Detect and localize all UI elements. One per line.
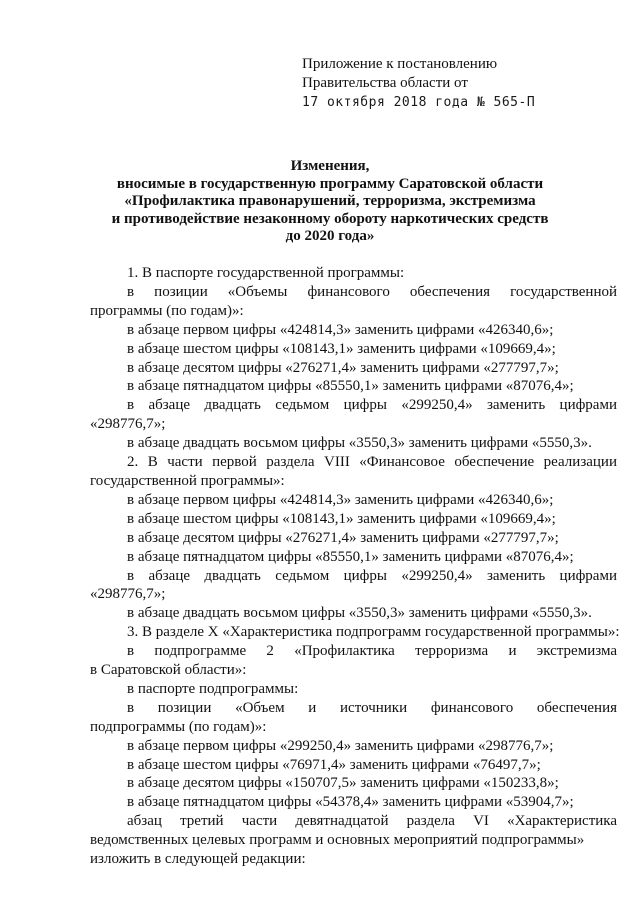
title-line-2: вносимые в государственную программу Саратовской области — [116, 175, 544, 192]
section-3-item-2: в абзаце шестом цифры «76971,4» заменить цифрами «76497,7»; — [127, 756, 541, 773]
section-1-intro: в позиции «Объемы финансового обеспечения государственной — [127, 283, 617, 300]
section-2-item-6: в абзаце двадцать восьмом цифры «3550,3» заменить цифрами «5550,3». — [127, 605, 592, 622]
section-2-heading-cont: государственной программы»: — [90, 472, 285, 489]
section-3-position: в позиции «Объем и источники финансового обеспечения — [127, 699, 617, 716]
section-1-item-1: в абзаце первом цифры «424814,3» заменить цифрами «426340,6»; — [127, 321, 554, 338]
section-1-intro-cont: программы (по годам)»: — [90, 302, 244, 319]
section-3-subprogram: в подпрограмме 2 «Профилактика терроризма и экстремизма — [127, 643, 617, 660]
document-title — [80, 158, 580, 246]
section-2-item-1: в абзаце первом цифры «424814,3» заменить цифрами «426340,6»; — [127, 491, 554, 508]
section-3-heading: 3. В разделе X «Характеристика подпрограмм государственной программы»: — [127, 624, 620, 641]
header-line-1: Приложение к постановлению — [302, 56, 498, 72]
section-2-item-5: в абзаце двадцать седьмом цифры «299250,4» заменить цифрами — [127, 567, 617, 584]
section-2-item-4: в абзаце пятнадцатом цифры «85550,1» заменить цифрами «87076,4»; — [127, 548, 574, 565]
section-2-item-5-cont: «298776,7»; — [90, 586, 166, 603]
section-3-item-4: в абзаце пятнадцатом цифры «54378,4» заменить цифрами «53904,7»; — [127, 794, 574, 811]
section-2-item-3: в абзаце десятом цифры «276271,4» заменить цифрами «277797,7»; — [127, 529, 559, 546]
section-1-heading: 1. В паспорте государственной программы: — [127, 265, 405, 281]
header-line-2: Правительства области от — [302, 75, 468, 91]
section-1-item-4: в абзаце пятнадцатом цифры «85550,1» заменить цифрами «87076,4»; — [127, 378, 574, 395]
section-3-position-cont: подпрограммы (по годам)»: — [90, 718, 267, 735]
section-3-item-3: в абзаце десятом цифры «150707,5» заменить цифрами «150233,8»; — [127, 775, 559, 792]
title-line-4: и противодействие незаконному обороту наркотических средств — [111, 210, 549, 227]
section-1-item-6: в абзаце двадцать восьмом цифры «3550,3» заменить цифрами «5550,3». — [127, 435, 592, 452]
section-3-last-paragraph-end: изложить в следующей редакции: — [90, 851, 306, 868]
title-line-5: до 2020 года» — [285, 228, 375, 245]
section-1-item-3: в абзаце десятом цифры «276271,4» заменить цифрами «277797,7»; — [127, 359, 559, 376]
title-line-3: «Профилактика правонарушений, терроризма, экстремизма — [124, 193, 536, 210]
section-2-heading: 2. В части первой раздела VIII «Финансовое обеспечение реализации — [127, 454, 617, 471]
section-1-item-5-cont: «298776,7»; — [90, 416, 166, 433]
section-2-item-2: в абзаце шестом цифры «108143,1» заменить цифрами «109669,4»; — [127, 510, 556, 527]
section-3-subprogram-cont: в Саратовской области»: — [90, 662, 247, 679]
appendix-header — [302, 55, 535, 112]
section-3-passport: в паспорте подпрограммы: — [127, 680, 299, 697]
section-1-item-2: в абзаце шестом цифры «108143,1» заменить цифрами «109669,4»; — [127, 340, 556, 357]
section-3-last-paragraph: абзац третий части девятнадцатой раздела VI «Характеристика — [127, 813, 617, 830]
document-body — [90, 264, 620, 869]
title-line-1: Изменения, — [290, 158, 370, 174]
section-3-item-1: в абзаце первом цифры «299250,4» заменить цифрами «298776,7»; — [127, 737, 554, 754]
section-3-last-paragraph-cont: ведомственных целевых программ и основных мероприятий подпрограммы» — [90, 832, 585, 849]
section-1-item-5: в абзаце двадцать седьмом цифры «299250,4» заменить цифрами — [127, 397, 617, 414]
decree-stamp: 17 октября 2018 года № 565-П — [302, 95, 536, 110]
